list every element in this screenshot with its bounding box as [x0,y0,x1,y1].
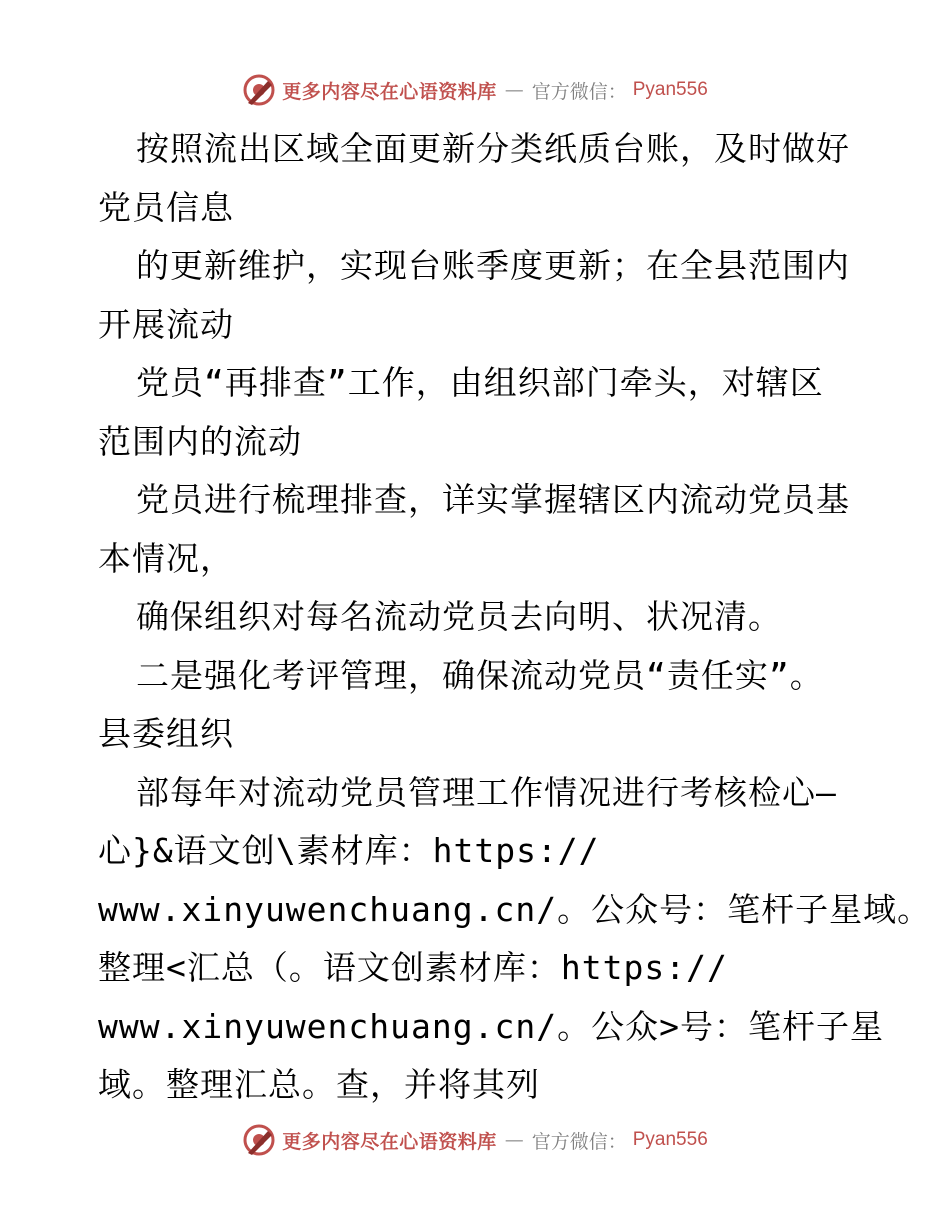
body-line: www.xinyuwenchuang.cn/。公众>号：笔杆子星 [98,1006,884,1046]
pen-logo-icon [242,1123,276,1157]
footer-wechat-label: 官方微信： [531,1130,627,1153]
body-line: 开展流动 [98,304,234,344]
body-line: 确保组织对每名流动党员去向明、状况清。 [136,597,782,636]
footer-separator: — [504,1129,524,1151]
footer-banner [0,1120,950,1160]
body-line: 二是强化考评管理，确保流动党员“责任实”。 [136,655,824,695]
footer-brand-text: 更多内容尽在心语资料库 [282,1130,497,1153]
body-line: 本情况， [98,538,234,578]
body-line: www.xinyuwenchuang.cn/。公众号：笔杆子星域。 [98,889,932,929]
header-wechat-label: 官方微信： [531,80,627,103]
body-line: 党员信息 [98,187,234,227]
header-banner-inner [242,73,708,107]
body-line: 的更新维护，实现台账季度更新；在全县范围内 [136,246,850,285]
body-line: 心}&语文创\素材库：https:// [98,831,600,870]
pen-logo-icon [242,73,276,107]
body-line: 党员“再排查”工作，由组织部门牵头，对辖区 [136,363,824,402]
body-line: 党员进行梳理排查，详实掌握辖区内流动党员基 [136,480,850,519]
body-line: 整理<汇总（。语文创素材库：https:// [98,948,728,987]
body-line: 部每年对流动党员管理工作情况进行考核检心— [136,772,837,812]
footer-wechat-id: Pyan556 [632,1129,708,1150]
body-line: 范围内的流动 [98,421,302,461]
header-banner [0,70,950,110]
document-body [98,120,932,1115]
header-brand-text: 更多内容尽在心语资料库 [282,80,497,103]
body-line: 按照流出区域全面更新分类纸质台账，及时做好 [136,129,850,168]
body-line: 县委组织 [98,714,234,753]
header-separator: — [504,79,524,101]
header-wechat-id: Pyan556 [632,79,708,100]
body-line: 域。整理汇总。查，并将其列 [98,1065,540,1104]
footer-banner-inner [242,1123,708,1157]
